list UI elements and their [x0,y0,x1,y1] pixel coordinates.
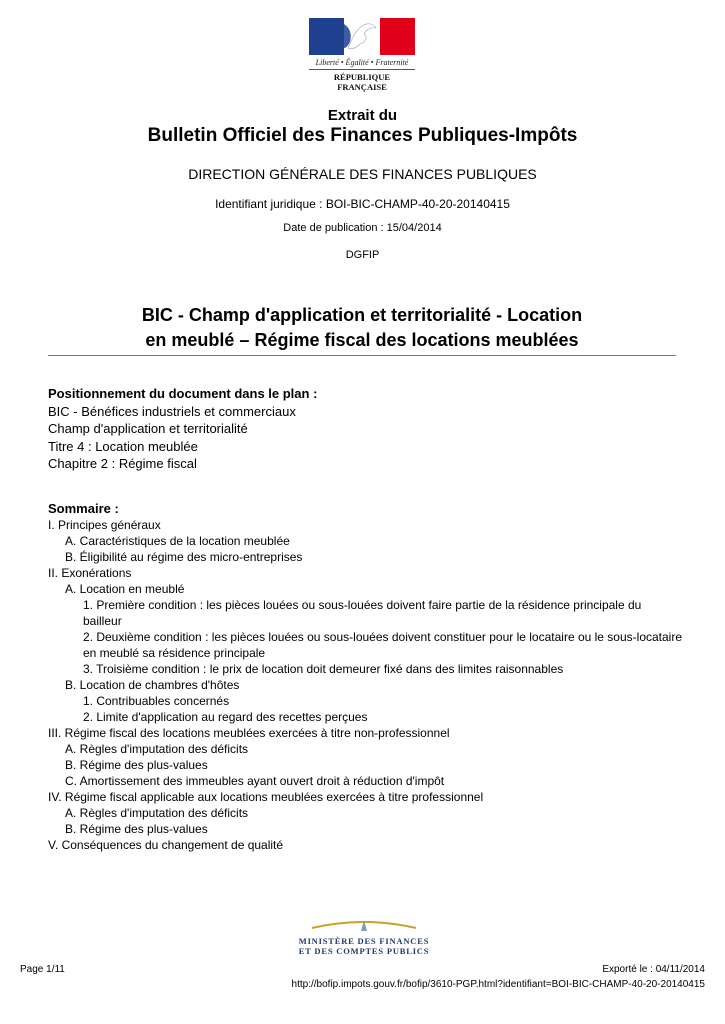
sommaire-item: C. Amortissement des immeubles ayant ouvert droit à réduction d'impôt [65,774,445,788]
document-title-line-1: BIC - Champ d'application et territorialité - Location [141,305,583,325]
export-date: Exporté le : 04/11/2014 [602,964,705,975]
sommaire-item: I. Principes généraux [48,518,161,532]
title-divider [48,355,676,356]
sommaire-item: A. Location en meublé [65,582,185,596]
ministere-arc-icon [284,914,444,936]
date-publication: Date de publication : 15/04/2014 [283,222,442,234]
republique-francaise-text: RÉPUBLIQUE FRANÇAISE [309,69,415,92]
plan-item: Champ d'application et territorialité [48,421,248,437]
identifiant-juridique: Identifiant juridique : BOI-BIC-CHAMP-40-20-20140415 [215,197,510,211]
ministere-line-2: ET DES COMPTES PUBLICS [298,946,430,956]
sommaire-item: 1. Première condition : les pièces louées ou sous-louées doivent faire partie de la résidence principale du bailleur [83,598,642,628]
plan-item: Chapitre 2 : Régime fiscal [48,456,197,472]
sommaire-item: A. Règles d'imputation des déficits [65,806,249,820]
ministere-text [284,936,444,956]
document-title [48,303,676,353]
sommaire-item: V. Conséquences du changement de qualité [48,838,284,852]
sommaire-section [48,501,683,853]
devise-text: Liberté • Égalité • Fraternité [315,58,409,67]
plan-heading: Positionnement du document dans le plan : [48,386,318,401]
sommaire-item: IV. Régime fiscal applicable aux locations meublées exercées à titre professionnel [48,790,484,804]
sommaire-item: III. Régime fiscal des locations meublées exercées à titre non-professionnel [48,726,450,740]
ministere-line-1: MINISTÈRE DES FINANCES [298,936,430,946]
sommaire-item: 3. Troisième condition : le prix de location doit demeurer fixé dans des limites raisonnables [83,662,564,676]
sommaire-item: B. Régime des plus-values [65,758,208,772]
document-title-line-2: en meublé – Régime fiscal des locations meublées [145,330,579,350]
sommaire-item: A. Règles d'imputation des déficits [65,742,249,756]
page-number: Page 1/11 [20,964,65,975]
plan-section [48,385,317,473]
sommaire-list [48,517,683,853]
plan-item: Titre 4 : Location meublée [48,438,198,454]
sommaire-item: B. Location de chambres d'hôtes [65,678,240,692]
sommaire-item: B. Éligibilité au régime des micro-entreprises [65,550,303,564]
extrait-label: Extrait du [327,107,398,124]
direction-label: DIRECTION GÉNÉRALE DES FINANCES PUBLIQUES [188,166,537,182]
tricolor-flag-icon [309,18,415,55]
marianne-profile-icon [344,18,380,55]
source-url[interactable]: http://bofip.impots.gouv.fr/bofip/3610-PGP.html?identifiant=BOI-BIC-CHAMP-40-20-20140415 [291,979,705,990]
bulletin-title: Bulletin Officiel des Finances Publiques-Impôts [147,125,578,146]
republique-francaise-logo [309,18,415,92]
sommaire-item: B. Régime des plus-values [65,822,208,836]
sommaire-item: 2. Limite d'application au regard des recettes perçues [83,710,368,724]
plan-item: BIC - Bénéfices industriels et commerciaux [48,403,296,419]
service-label: DGFIP [345,249,380,261]
ministere-finances-logo [284,914,444,962]
sommaire-item: II. Exonérations [48,566,132,580]
sommaire-heading: Sommaire : [48,501,119,516]
sommaire-item: 1. Contribuables concernés [83,694,230,708]
sommaire-item: A. Caractéristiques de la location meublée [65,534,290,548]
sommaire-item: 2. Deuxième condition : les pièces louées ou sous-louées doivent constituer pour le locataire ou le sous-locataire en meublé sa résidence principale [83,630,683,660]
